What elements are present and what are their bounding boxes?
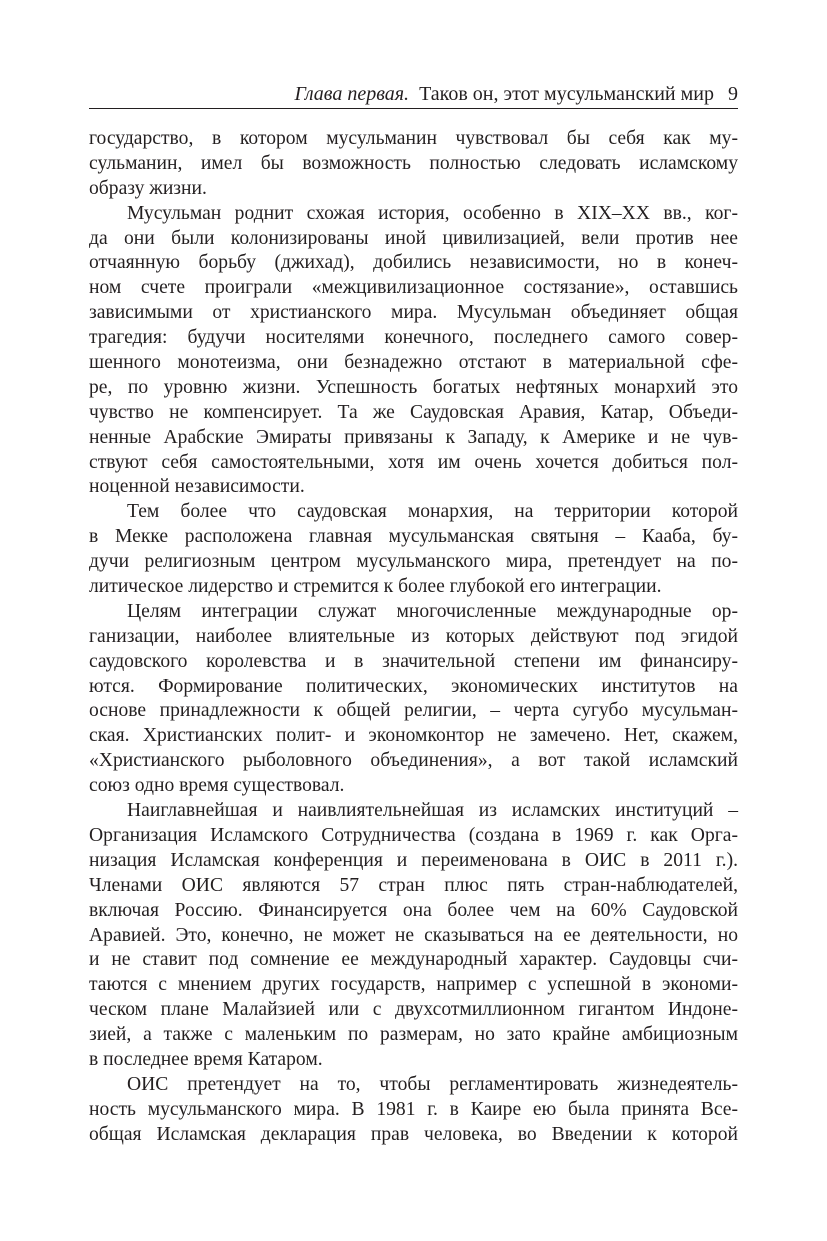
page-number: 9	[728, 83, 738, 105]
paragraph	[89, 1073, 738, 1148]
paragraph	[89, 600, 738, 799]
text-line: и не ставит под сомнение ее международный характер. Саудовцы счи-	[89, 949, 738, 971]
text-line: Целям интеграции служат многочисленные международные ор-	[127, 600, 738, 622]
text-line: союз одно время существовал.	[89, 775, 345, 797]
text-line: ноценной независимости.	[89, 476, 305, 498]
text-line: Мусульман роднит схожая история, особенно в XIX–XX вв., ког-	[127, 202, 738, 224]
text-line: Тем более что саудовская монархия, на территории которой	[127, 501, 738, 523]
text-line: саудовского королевства и в значительной степени им финансиру-	[89, 650, 738, 672]
text-line: шенного монотеизма, они безнадежно отстают в материальной сфе-	[89, 352, 738, 374]
body-text	[89, 127, 738, 1148]
paragraph	[89, 500, 738, 600]
text-line: основе принадлежности к общей религии, – черта сугубо мусульман-	[89, 700, 738, 722]
text-line: Аравией. Это, конечно, не может не сказываться на ее деятельности, но	[89, 924, 738, 946]
chapter-title: Таков он, этот мусульманский мир	[419, 83, 714, 105]
text-line: ненные Арабские Эмираты привязаны к Западу, к Америке и не чув-	[89, 426, 738, 448]
text-line: зависимыми от христианского мира. Мусульман объединяет общая	[89, 302, 738, 324]
text-line: образу жизни.	[89, 177, 207, 199]
paragraph	[89, 202, 738, 501]
text-line: ская. Христианских полит- и экономконтор не замечено. Нет, скажем,	[89, 725, 738, 747]
text-line: ном счете проиграли «межцивилизационное состязание», оставшись	[89, 277, 738, 299]
text-line: общая Исламская декларация прав человека, во Введении к которой	[89, 1123, 738, 1145]
running-header	[89, 82, 738, 109]
text-line: Членами ОИС являются 57 стран плюс пять стран-наблюдателей,	[89, 874, 738, 896]
text-line: да они были колонизированы иной цивилизацией, вели против нее	[89, 227, 738, 249]
text-line: ются. Формирование политических, экономических институтов на	[89, 675, 738, 697]
text-line: государство, в котором мусульманин чувствовал бы себя как му-	[89, 128, 738, 149]
text-line: низация Исламская конференция и переименована в ОИС в 2011 г.).	[89, 849, 738, 871]
text-line: в Мекке расположена главная мусульманская святыня – Кааба, бу-	[89, 526, 738, 548]
text-line: ганизации, наиболее влиятельные из которых действуют под эгидой	[89, 625, 738, 647]
text-line: трагедия: будучи носителями конечного, последнего самого совер-	[89, 327, 738, 349]
text-line: Наиглавнейшая и наивлиятельнейшая из исламских институций –	[127, 800, 738, 822]
text-line: в последнее время Катаром.	[89, 1048, 323, 1070]
text-line: ческом плане Малайзией или с двухсотмиллионном гигантом Индоне-	[89, 999, 738, 1021]
text-line: таются с мнением других государств, например с успешной в экономи-	[89, 974, 738, 996]
text-line: дучи религиозным центром мусульманского мира, претендует на по-	[89, 551, 738, 573]
text-line: включая Россию. Финансируется она более чем на 60% Саудовской	[89, 899, 738, 921]
text-line: литическое лидерство и стремится к более глубокой его интеграции.	[89, 576, 662, 598]
text-line: «Христианского рыболовного объединения», а вот такой исламский	[89, 750, 738, 772]
text-line: сульманин, имел бы возможность полностью следовать исламскому	[89, 152, 738, 174]
text-line: ОИС претендует на то, чтобы регламентировать жизнедеятель-	[127, 1073, 738, 1095]
paragraph	[89, 799, 738, 1073]
text-line: ствуют себя самостоятельными, хотя им очень хочется добиться пол-	[89, 451, 738, 473]
paragraph	[89, 127, 738, 202]
text-line: Организация Исламского Сотрудничества (создана в 1969 г. как Орга-	[89, 824, 738, 846]
text-line: отчаянную борьбу (джихад), добились независимости, но в конеч-	[89, 252, 738, 274]
text-line: ре, по уровню жизни. Успешность богатых нефтяных монархий это	[89, 376, 738, 398]
text-line: зией, а также с маленьким по размерам, но зато крайне амбициозным	[89, 1024, 738, 1046]
text-line: ность мусульманского мира. В 1981 г. в Каире ею была принята Все-	[89, 1098, 738, 1120]
text-line: чувство не компенсирует. Та же Саудовская Аравия, Катар, Объеди-	[89, 401, 738, 423]
chapter-label: Глава первая.	[294, 83, 410, 105]
